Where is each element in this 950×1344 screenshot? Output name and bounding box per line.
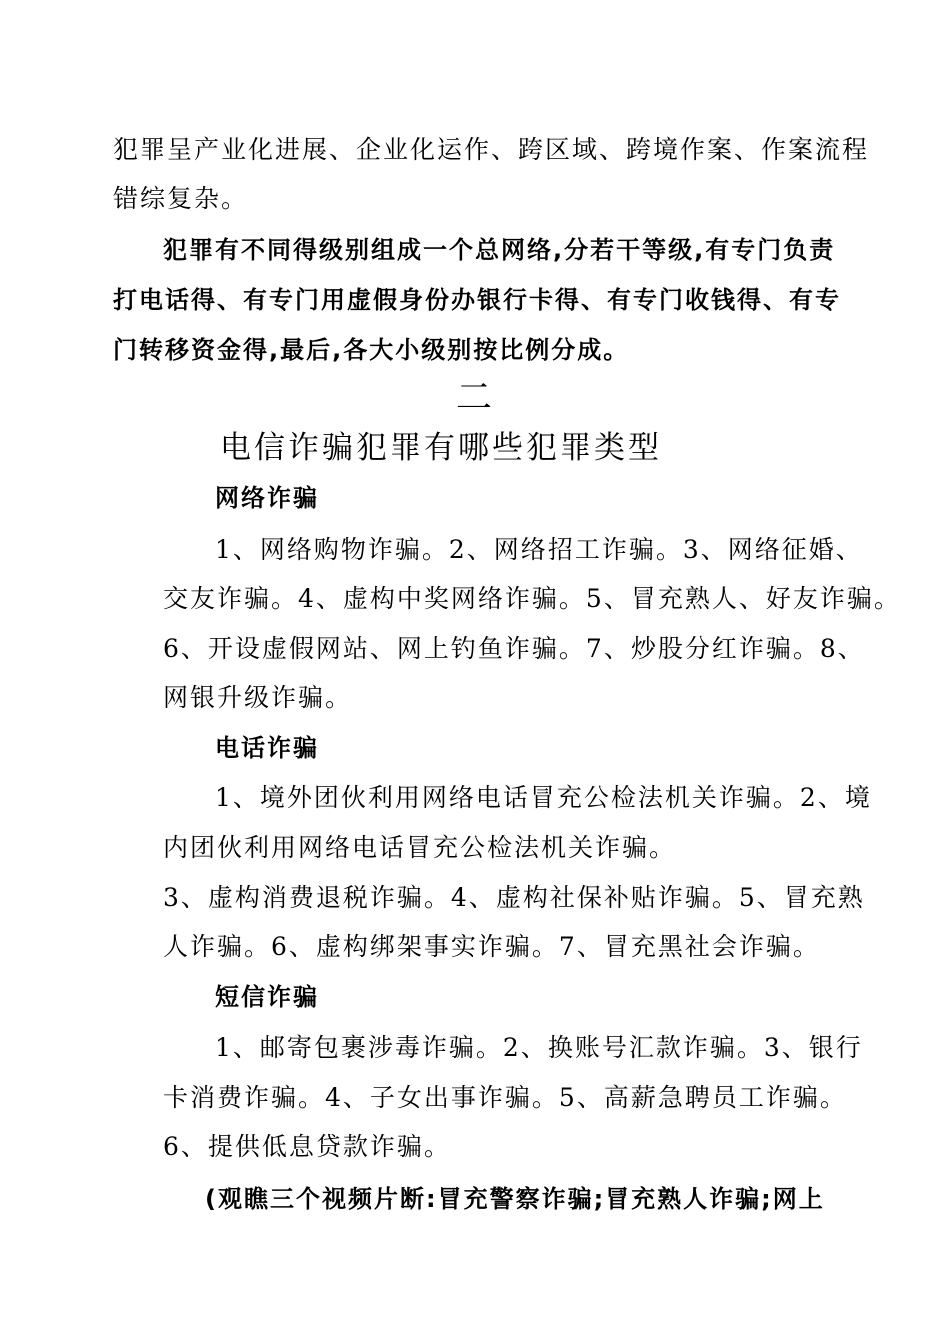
sms-fraud-line-1: 1、邮寄包裹涉毒诈骗。2、换账号汇款诈骗。3、银行 xyxy=(215,1033,863,1062)
network-fraud-heading: 网络诈骗 xyxy=(215,484,319,512)
network-fraud-line-1: 1、网络购物诈骗。2、网络招工诈骗。3、网络征婚、 xyxy=(215,535,863,564)
bold-paragraph-line-2: 打电话得、有专门用虚假身份办银行卡得、有专门收钱得、有专 xyxy=(113,286,841,314)
phone-fraud-heading: 电话诈骗 xyxy=(215,734,319,762)
bold-paragraph-line-3: 门转移资金得,最后,各大小级别按比例分成。 xyxy=(113,336,630,364)
network-fraud-line-3: 6、开设虚假网站、网上钓鱼诈骗。7、炒股分红诈骗。8、 xyxy=(163,634,865,663)
sms-fraud-line-3: 6、提供低息贷款诈骗。 xyxy=(163,1132,451,1161)
sms-fraud-line-2: 卡消费诈骗。4、子女出事诈骗。5、高薪急聘员工诈骗。 xyxy=(163,1083,847,1112)
phone-fraud-line-1: 1、境外团伙利用网络电话冒充公检法机关诈骗。2、境 xyxy=(215,783,872,812)
section-number: 二 xyxy=(455,377,494,418)
phone-fraud-line-4: 人诈骗。6、虚构绑架事实诈骗。7、冒充黑社会诈骗。 xyxy=(163,932,820,961)
phone-fraud-line-2: 内团伙利用网络电话冒充公检法机关诈骗。 xyxy=(163,833,677,862)
network-fraud-line-4: 网银升级诈骗。 xyxy=(163,683,353,712)
network-fraud-line-2: 交友诈骗。4、虚构中奖网络诈骗。5、冒充熟人、好友诈骗。 xyxy=(163,584,901,613)
intro-line-2: 错综复杂。 xyxy=(113,184,249,213)
phone-fraud-line-3: 3、虚构消费退税诈骗。4、虚构社保补贴诈骗。5、冒充熟 xyxy=(163,883,865,912)
intro-line-1: 犯罪呈产业化进展、企业化运作、跨区域、跨境作案、作案流程 xyxy=(113,135,870,164)
section-title: 电信诈骗犯罪有哪些犯罪类型 xyxy=(220,430,662,466)
bold-paragraph-line-1: 犯罪有不同得级别组成一个总网络,分若干等级,有专门负责 xyxy=(163,236,836,264)
sms-fraud-heading: 短信诈骗 xyxy=(215,983,319,1011)
closing-line-1: (观瞧三个视频片断:冒充警察诈骗;冒充熟人诈骗;网上 xyxy=(205,1185,825,1213)
